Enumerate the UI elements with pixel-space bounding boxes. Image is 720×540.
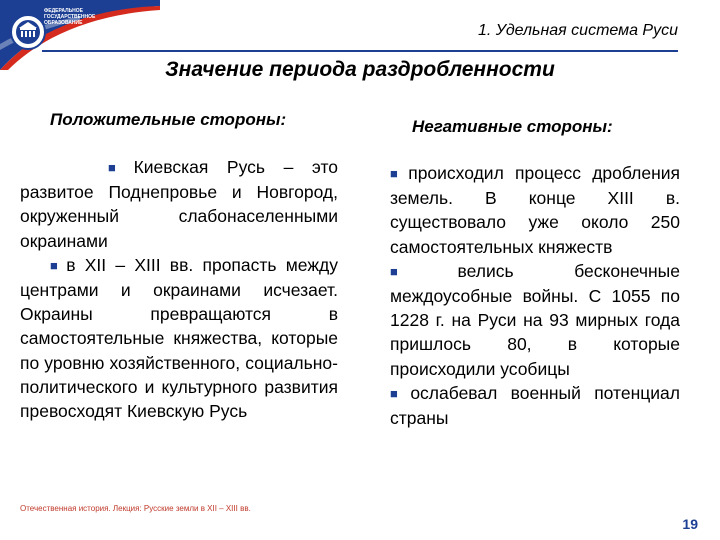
- positive-heading: Положительные стороны:: [50, 110, 287, 129]
- list-item: [390, 381, 680, 430]
- list-item-text: в XII – XIII вв. пропасть между центрами и окраинами исчезает. Окраины превращаются в самостоятельные княжества, которые по уровню хозяйственного, социально-политического и культурного развития превосходят Киевскую Русь: [20, 254, 338, 422]
- header-divider: [42, 50, 678, 52]
- list-item: [390, 161, 680, 259]
- section-title: 1. Удельная система Руси: [477, 22, 678, 39]
- list-item-text: происходил процесс дробления земель. В конце XIII в. существовало уже около 250 самостоятельных княжеств: [390, 163, 680, 257]
- list-item: [390, 259, 680, 381]
- list-item: [20, 253, 338, 423]
- page-title: Значение периода раздробленности: [165, 58, 555, 81]
- square-bullet-icon: ■: [390, 263, 454, 279]
- footer-text: Отечественная история. Лекция: Русские земли в XII – XIII вв.: [20, 504, 251, 513]
- square-bullet-icon: ■: [390, 385, 407, 401]
- negative-heading: Негативные стороны:: [412, 117, 613, 136]
- page-number: 19: [682, 516, 698, 532]
- list-item-text: Киевская Русь – это развитое Поднепровье и Новгород, окруженный слабонаселенными окраинами: [20, 157, 338, 251]
- logo-text: ФЕДЕРАЛЬНОЕ ГОСУДАРСТВЕННОЕ ОБРАЗОВАНИЕ: [44, 8, 96, 26]
- list-item-text: ослабевал военный потенциал страны: [390, 382, 680, 429]
- square-bullet-icon: ■: [390, 166, 405, 181]
- list-item-text: велись бесконечные междоусобные войны. С 1055 по 1228 г. на Руси на 93 мирных года пришлось 80, в которые происходили усобицы: [390, 260, 680, 379]
- square-bullet-icon: ■: [50, 257, 63, 273]
- negative-list: [390, 161, 680, 430]
- list-item: [20, 155, 338, 253]
- square-bullet-icon: ■: [108, 160, 130, 175]
- positive-list: [20, 155, 338, 423]
